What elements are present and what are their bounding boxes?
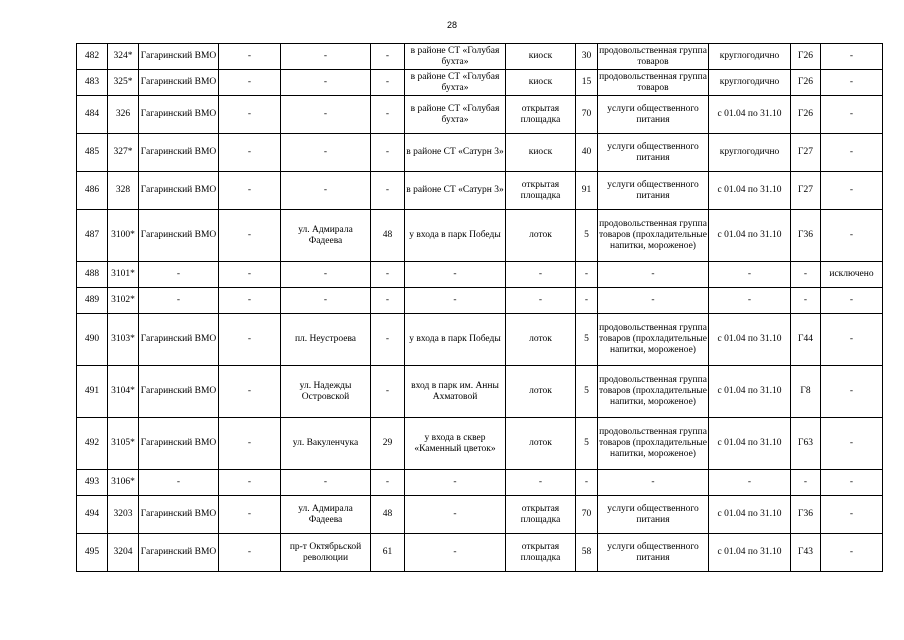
cell-house: - (371, 44, 405, 70)
cell-landmark: в районе СТ «Сатурн 3» (405, 172, 506, 210)
cell-district: Гагаринский ВМО (139, 496, 219, 534)
cell-area: 5 (576, 210, 598, 262)
cell-scheme-ref: Г26 (791, 96, 821, 134)
cell-settlement: - (219, 210, 281, 262)
cell-street: - (281, 470, 371, 496)
cell-house: 48 (371, 496, 405, 534)
cell-landmark: у входа в парк Победы (405, 210, 506, 262)
cell-place-id: 3100* (108, 210, 139, 262)
cell-house: - (371, 314, 405, 366)
cell-period: с 01.04 по 31.10 (709, 366, 791, 418)
cell-note: - (821, 96, 883, 134)
cell-area: 91 (576, 172, 598, 210)
cell-district: Гагаринский ВМО (139, 96, 219, 134)
table-row (77, 470, 883, 496)
cell-street: - (281, 44, 371, 70)
cell-district: Гагаринский ВМО (139, 172, 219, 210)
cell-scheme-ref: Г63 (791, 418, 821, 470)
cell-object-type: лоток (506, 366, 576, 418)
cell-period: с 01.04 по 31.10 (709, 172, 791, 210)
table-row (77, 210, 883, 262)
cell-street: - (281, 288, 371, 314)
cell-specialization: услуги общественного питания (598, 172, 709, 210)
cell-note: - (821, 172, 883, 210)
cell-specialization: - (598, 262, 709, 288)
cell-area: 30 (576, 44, 598, 70)
cell-house: - (371, 262, 405, 288)
table-row (77, 314, 883, 366)
cell-scheme-ref: Г26 (791, 70, 821, 96)
cell-district: Гагаринский ВМО (139, 44, 219, 70)
cell-area: - (576, 262, 598, 288)
cell-district: Гагаринский ВМО (139, 418, 219, 470)
cell-house: - (371, 470, 405, 496)
table-row (77, 134, 883, 172)
cell-place-id: 325* (108, 70, 139, 96)
cell-period: - (709, 288, 791, 314)
cell-scheme-ref: Г8 (791, 366, 821, 418)
cell-note: - (821, 314, 883, 366)
cell-place-id: 327* (108, 134, 139, 172)
cell-landmark: - (405, 262, 506, 288)
cell-district: Гагаринский ВМО (139, 314, 219, 366)
cell-note: - (821, 288, 883, 314)
cell-house: 29 (371, 418, 405, 470)
cell-area: 5 (576, 418, 598, 470)
cell-place-id: 3103* (108, 314, 139, 366)
cell-house: - (371, 366, 405, 418)
cell-row-number: 492 (77, 418, 108, 470)
cell-scheme-ref: Г27 (791, 134, 821, 172)
cell-settlement: - (219, 418, 281, 470)
cell-settlement: - (219, 134, 281, 172)
cell-district: - (139, 262, 219, 288)
cell-row-number: 484 (77, 96, 108, 134)
cell-settlement: - (219, 366, 281, 418)
cell-place-id: 3101* (108, 262, 139, 288)
cell-street: - (281, 262, 371, 288)
cell-period: с 01.04 по 31.10 (709, 314, 791, 366)
cell-landmark: - (405, 496, 506, 534)
cell-object-type: открытая площадка (506, 496, 576, 534)
cell-place-id: 3203 (108, 496, 139, 534)
table-row (77, 172, 883, 210)
cell-landmark: в районе СТ «Голубая бухта» (405, 70, 506, 96)
cell-street: ул. Надежды Островской (281, 366, 371, 418)
cell-row-number: 491 (77, 366, 108, 418)
cell-area: - (576, 288, 598, 314)
cell-place-id: 3102* (108, 288, 139, 314)
cell-house: 48 (371, 210, 405, 262)
cell-scheme-ref: - (791, 262, 821, 288)
cell-row-number: 485 (77, 134, 108, 172)
table-row (77, 496, 883, 534)
cell-object-type: открытая площадка (506, 96, 576, 134)
cell-place-id: 328 (108, 172, 139, 210)
cell-landmark: у входа в сквер «Каменный цветок» (405, 418, 506, 470)
cell-place-id: 324* (108, 44, 139, 70)
cell-period: с 01.04 по 31.10 (709, 210, 791, 262)
cell-place-id: 326 (108, 96, 139, 134)
cell-specialization: продовольственная группа товаров (прохладительные напитки, мороженое) (598, 418, 709, 470)
cell-scheme-ref: Г36 (791, 496, 821, 534)
table-row (77, 96, 883, 134)
table-body (77, 44, 883, 572)
cell-specialization: продовольственная группа товаров (прохладительные напитки, мороженое) (598, 210, 709, 262)
cell-district: Гагаринский ВМО (139, 366, 219, 418)
cell-house: 61 (371, 534, 405, 572)
cell-street: ул. Адмирала Фадеева (281, 210, 371, 262)
table-row (77, 534, 883, 572)
cell-street: - (281, 70, 371, 96)
cell-period: с 01.04 по 31.10 (709, 418, 791, 470)
cell-note: исключено (821, 262, 883, 288)
cell-place-id: 3104* (108, 366, 139, 418)
cell-period: с 01.04 по 31.10 (709, 496, 791, 534)
cell-house: - (371, 96, 405, 134)
cell-object-type: киоск (506, 70, 576, 96)
cell-period: круглогодично (709, 70, 791, 96)
cell-row-number: 489 (77, 288, 108, 314)
cell-house: - (371, 70, 405, 96)
cell-landmark: у входа в парк Победы (405, 314, 506, 366)
cell-specialization: продовольственная группа товаров (598, 70, 709, 96)
cell-landmark: в районе СТ «Сатурн 3» (405, 134, 506, 172)
cell-settlement: - (219, 470, 281, 496)
cell-scheme-ref: - (791, 288, 821, 314)
cell-area: 70 (576, 496, 598, 534)
cell-landmark: - (405, 288, 506, 314)
cell-note: - (821, 134, 883, 172)
cell-row-number: 490 (77, 314, 108, 366)
cell-specialization: продовольственная группа товаров (598, 44, 709, 70)
cell-landmark: - (405, 470, 506, 496)
cell-area: 5 (576, 366, 598, 418)
cell-area: 5 (576, 314, 598, 366)
cell-settlement: - (219, 172, 281, 210)
cell-specialization: продовольственная группа товаров (прохладительные напитки, мороженое) (598, 314, 709, 366)
cell-street: ул. Адмирала Фадеева (281, 496, 371, 534)
cell-row-number: 495 (77, 534, 108, 572)
cell-object-type: - (506, 288, 576, 314)
table-row (77, 262, 883, 288)
cell-note: - (821, 496, 883, 534)
table-row (77, 70, 883, 96)
cell-specialization: услуги общественного питания (598, 96, 709, 134)
cell-row-number: 483 (77, 70, 108, 96)
cell-place-id: 3204 (108, 534, 139, 572)
cell-scheme-ref: Г26 (791, 44, 821, 70)
cell-specialization: услуги общественного питания (598, 496, 709, 534)
cell-note: - (821, 210, 883, 262)
cell-specialization: продовольственная группа товаров (прохладительные напитки, мороженое) (598, 366, 709, 418)
cell-district: - (139, 288, 219, 314)
cell-row-number: 488 (77, 262, 108, 288)
cell-area: - (576, 470, 598, 496)
cell-settlement: - (219, 44, 281, 70)
cell-object-type: - (506, 262, 576, 288)
cell-specialization: - (598, 470, 709, 496)
cell-street: ул. Вакуленчука (281, 418, 371, 470)
cell-settlement: - (219, 262, 281, 288)
cell-object-type: лоток (506, 418, 576, 470)
cell-street: пр-т Октябрьской революции (281, 534, 371, 572)
cell-note: - (821, 44, 883, 70)
cell-scheme-ref: - (791, 470, 821, 496)
cell-object-type: открытая площадка (506, 172, 576, 210)
cell-note: - (821, 470, 883, 496)
cell-district: Гагаринский ВМО (139, 210, 219, 262)
cell-row-number: 494 (77, 496, 108, 534)
cell-area: 70 (576, 96, 598, 134)
cell-specialization: услуги общественного питания (598, 534, 709, 572)
cell-row-number: 482 (77, 44, 108, 70)
cell-period: с 01.04 по 31.10 (709, 96, 791, 134)
cell-landmark: - (405, 534, 506, 572)
cell-row-number: 486 (77, 172, 108, 210)
cell-note: - (821, 534, 883, 572)
cell-period: круглогодично (709, 44, 791, 70)
cell-row-number: 493 (77, 470, 108, 496)
cell-object-type: - (506, 470, 576, 496)
table-row (77, 418, 883, 470)
cell-district: - (139, 470, 219, 496)
cell-landmark: в районе СТ «Голубая бухта» (405, 96, 506, 134)
cell-settlement: - (219, 534, 281, 572)
table-row (77, 288, 883, 314)
cell-period: - (709, 262, 791, 288)
cell-landmark: в районе СТ «Голубая бухта» (405, 44, 506, 70)
cell-landmark: вход в парк им. Анны Ахматовой (405, 366, 506, 418)
cell-settlement: - (219, 496, 281, 534)
cell-street: - (281, 134, 371, 172)
registry-table (76, 43, 883, 572)
cell-district: Гагаринский ВМО (139, 70, 219, 96)
cell-row-number: 487 (77, 210, 108, 262)
cell-house: - (371, 172, 405, 210)
cell-scheme-ref: Г27 (791, 172, 821, 210)
table-row (77, 44, 883, 70)
cell-note: - (821, 418, 883, 470)
page-number: 28 (446, 20, 457, 30)
cell-period: - (709, 470, 791, 496)
cell-scheme-ref: Г36 (791, 210, 821, 262)
cell-settlement: - (219, 288, 281, 314)
cell-area: 15 (576, 70, 598, 96)
cell-area: 40 (576, 134, 598, 172)
cell-object-type: лоток (506, 210, 576, 262)
cell-scheme-ref: Г44 (791, 314, 821, 366)
cell-street: - (281, 172, 371, 210)
cell-period: с 01.04 по 31.10 (709, 534, 791, 572)
cell-street: пл. Неустроева (281, 314, 371, 366)
cell-scheme-ref: Г43 (791, 534, 821, 572)
cell-house: - (371, 288, 405, 314)
cell-specialization: - (598, 288, 709, 314)
cell-area: 58 (576, 534, 598, 572)
cell-settlement: - (219, 96, 281, 134)
cell-settlement: - (219, 70, 281, 96)
table-row (77, 366, 883, 418)
cell-district: Гагаринский ВМО (139, 534, 219, 572)
cell-object-type: открытая площадка (506, 534, 576, 572)
cell-place-id: 3105* (108, 418, 139, 470)
cell-specialization: услуги общественного питания (598, 134, 709, 172)
cell-street: - (281, 96, 371, 134)
cell-object-type: лоток (506, 314, 576, 366)
cell-note: - (821, 70, 883, 96)
cell-period: круглогодично (709, 134, 791, 172)
cell-house: - (371, 134, 405, 172)
cell-object-type: киоск (506, 134, 576, 172)
cell-place-id: 3106* (108, 470, 139, 496)
cell-district: Гагаринский ВМО (139, 134, 219, 172)
cell-note: - (821, 366, 883, 418)
cell-settlement: - (219, 314, 281, 366)
cell-object-type: киоск (506, 44, 576, 70)
